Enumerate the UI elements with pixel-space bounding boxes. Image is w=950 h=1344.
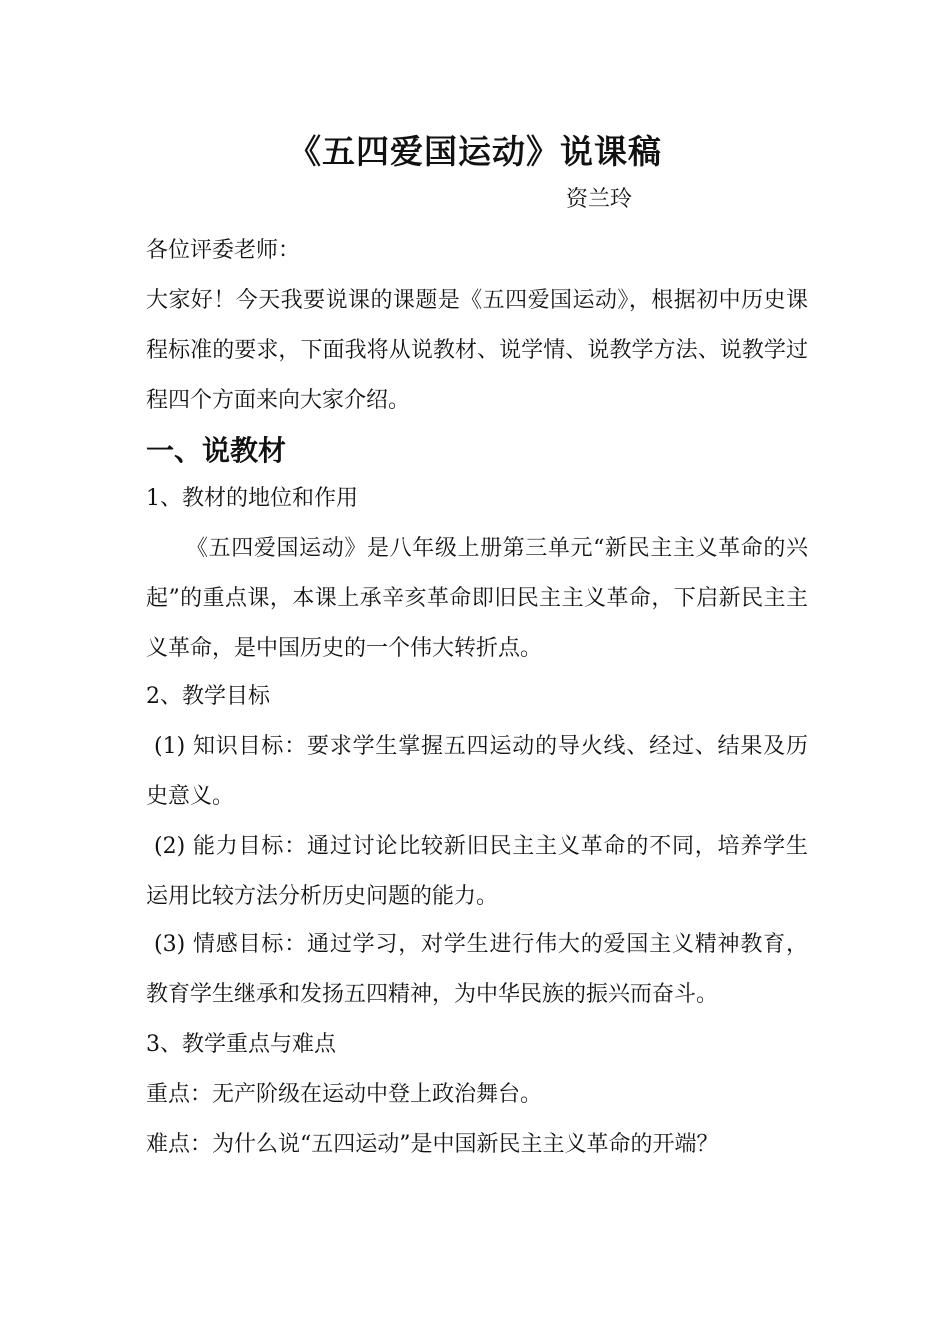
ability-goal: (2) 能力目标：通过讨论比较新旧民主主义革命的不同，培养学生运用比较方法分析历史问题的能力。 [146, 834, 808, 909]
key-point: 重点：无产阶级在运动中登上政治舞台。 [146, 1082, 543, 1107]
greeting-line: 各位评委老师： [146, 238, 301, 263]
subheading-key-difficulty: 3、教学重点与难点 [146, 1032, 336, 1057]
difficulty-point: 难点：为什么说“五四运动”是中国新民主主义革命的开端？ [146, 1132, 719, 1157]
knowledge-goal: (1) 知识目标：要求学生掌握五四运动的导火线、经过、结果及历史意义。 [146, 734, 808, 809]
author-name: 资兰玲 [566, 187, 633, 212]
status-role-paragraph: 《五四爱国运动》是八年级上册第三单元“新民主主义革命的兴起”的重点课，本课上承辛亥革命即旧民主主义革命，下启新民主主义革命，是中国历史的一个伟大转折点。 [146, 536, 808, 661]
emotion-goal: (3) 情感目标：通过学习，对学生进行伟大的爱国主义精神教育，教育学生继承和发扬五四精神，为中华民族的振兴而奋斗。 [146, 932, 808, 1007]
document-title: 《五四爱国运动》说课稿 [288, 132, 662, 171]
intro-paragraph: 大家好！今天我要说课的课题是《五四爱国运动》，根据初中历史课程标准的要求，下面我将从说教材、说学情、说教学方法、说教学过程四个方面来向大家介绍。 [146, 288, 808, 413]
subheading-status-role: 1、教材的地位和作用 [146, 486, 358, 511]
section-heading-textbook: 一、说教材 [146, 434, 287, 467]
subheading-teaching-goals: 2、教学目标 [146, 684, 270, 709]
